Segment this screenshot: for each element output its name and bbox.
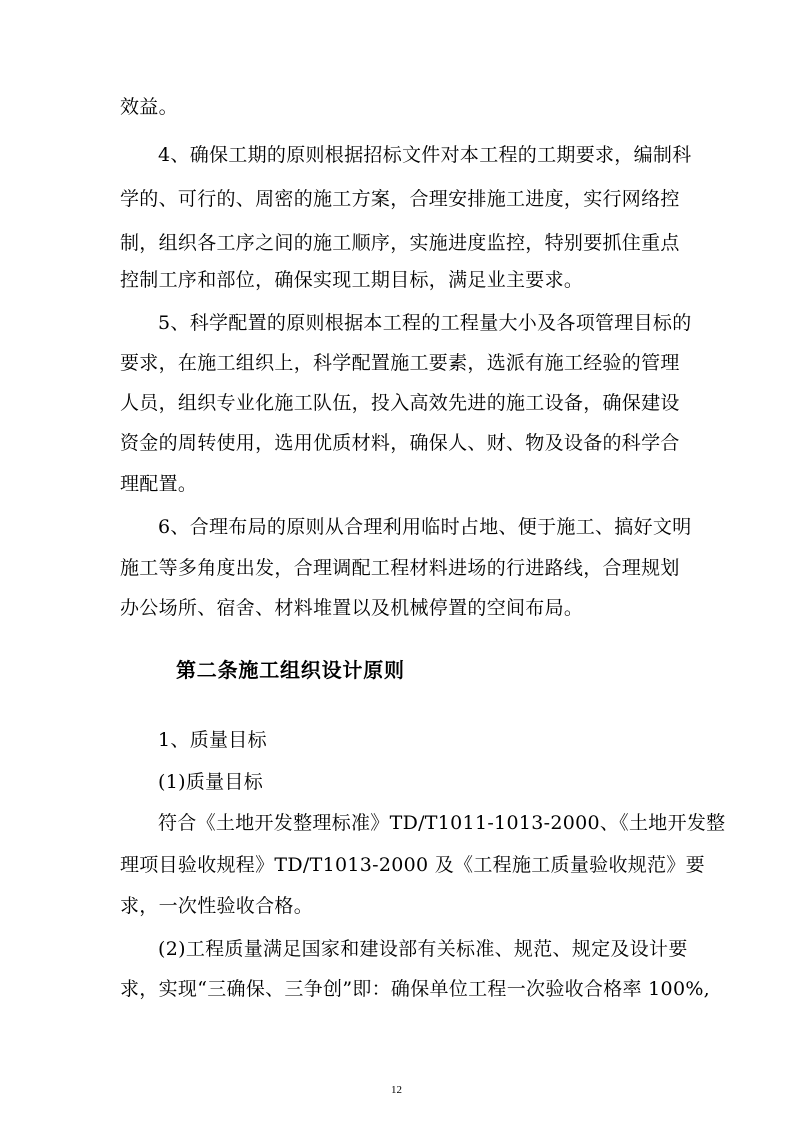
text-line: 办公场所、宿舍、材料堆置以及机械停置的空间布局。 xyxy=(120,597,584,619)
text-line: 制，组织各工序之间的施工顺序，实施进度监控，特别要抓住重点 xyxy=(120,232,680,254)
text-line: 人员，组织专业化施工队伍，投入高效先进的施工设备，确保建设 xyxy=(120,392,680,414)
text-line: 求，实现“三确保、三争创”即：确保单位工程一次验收合格率 100%, xyxy=(120,978,711,1000)
text-line: (2)工程质量满足国家和建设部有关标准、规范、规定及设计要 xyxy=(158,938,688,960)
text-line: 资金的周转使用，选用优质材料，确保人、财、物及设备的科学合 xyxy=(120,432,680,454)
page-number: 12 xyxy=(391,1084,402,1096)
text-line: 要求，在施工组织上，科学配置施工要素，选派有施工经验的管理 xyxy=(120,352,680,374)
text-line: 符合《土地开发整理标准》TD/T1011-1013-2000、《土地开发整 xyxy=(158,812,726,834)
text-line: 1、质量目标 xyxy=(158,729,267,751)
text-line: 施工等多角度出发，合理调配工程材料进场的行进路线，合理规划 xyxy=(120,557,680,579)
text-line: 控制工序和部位，确保实现工期目标，满足业主要求。 xyxy=(120,269,584,291)
text-line: 4、确保工期的原则根据招标文件对本工程的工期要求，编制科 xyxy=(158,144,692,166)
text-line: 理配置。 xyxy=(120,473,198,495)
section-heading: 第二条施工组织设计原则 xyxy=(176,658,405,682)
text-line: (1)质量目标 xyxy=(158,771,264,793)
text-line: 5、科学配置的原则根据本工程的工程量大小及各项管理目标的 xyxy=(158,312,692,334)
text-line: 理项目验收规程》TD/T1013-2000 及《工程施工质量验收规范》要 xyxy=(120,854,705,876)
text-line: 6、合理布局的原则从合理利用临时占地、便于施工、搞好文明 xyxy=(158,516,692,538)
text-line: 求，一次性验收合格。 xyxy=(120,895,314,917)
text-line: 效益。 xyxy=(120,96,178,118)
text-line: 学的、可行的、周密的施工方案，合理安排施工进度，实行网络控 xyxy=(120,188,680,210)
